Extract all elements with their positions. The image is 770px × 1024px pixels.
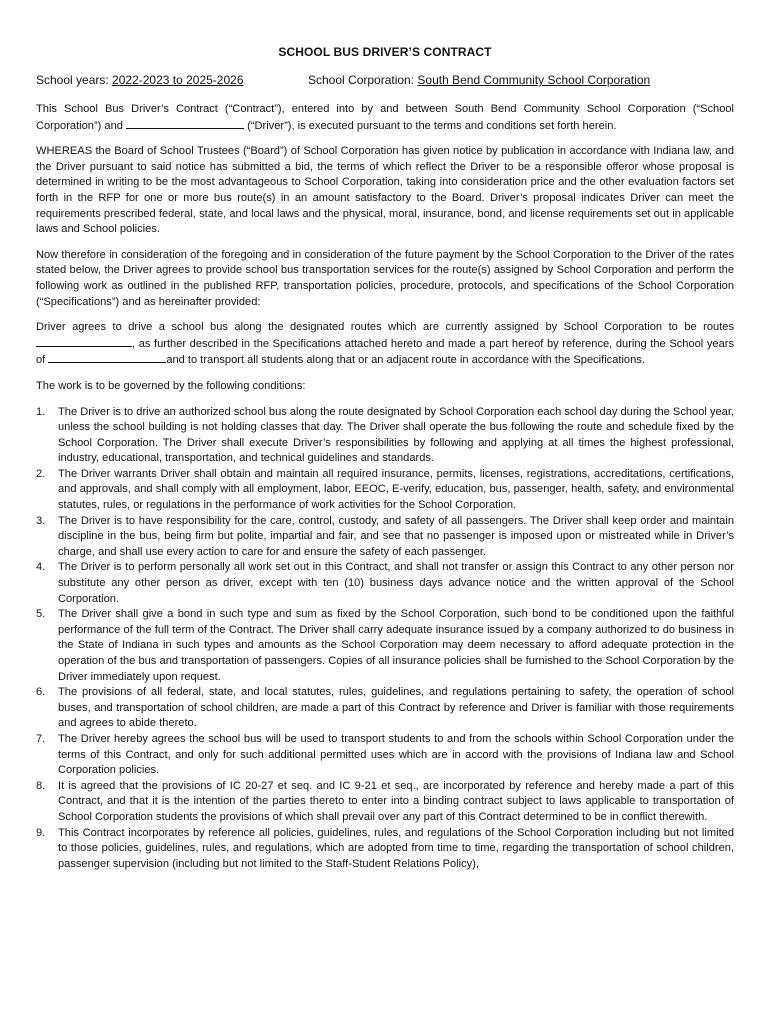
condition-item	[36, 826, 734, 873]
school-years	[36, 73, 244, 87]
school-years-blank[interactable]	[48, 352, 166, 363]
condition-text: The Driver is to have responsibility for the care, control, custody, and safety of all passengers. The Driver shall keep order and maintain discipline in the bus, being firm but polite, impartial and fair, and see that no passenger is imposed upon or mistreated while in Driver’s charge, and shall use every action to care for and ensure the safety of each passenger.	[58, 514, 734, 558]
condition-text: The Driver hereby agrees the school bus will be used to transport students to and from the schools within School Corporation under the terms of this Contract, and only for such additional permitted uses which are in accord with the provisions of Indiana law and School Corporation policies.	[58, 732, 734, 777]
routes-text-a: Driver agrees to drive a school bus along the designated routes which are currently assigned by School Corporation to be routes	[36, 321, 734, 334]
routes-paragraph	[36, 320, 734, 369]
routes-text-b: , as further described in the Specifications attached hereto and made a part hereof by reference, during the School years of	[36, 337, 734, 367]
condition-item	[36, 685, 734, 732]
condition-item	[36, 560, 734, 607]
condition-item	[36, 467, 734, 514]
condition-number: 2.	[36, 467, 46, 480]
condition-number: 7.	[36, 732, 46, 745]
school-corporation	[308, 73, 650, 87]
contract-body	[36, 102, 734, 872]
driver-name-blank[interactable]	[126, 118, 244, 129]
condition-number: 9.	[36, 826, 46, 839]
parties-text-b: (“Driver”), is executed pursuant to the terms and conditions set forth herein.	[244, 119, 617, 132]
condition-text: The Driver shall give a bond in such type and sum as fixed by the School Corporation, such bond to be conditioned upon the faithful performance of the full term of the Contract. The Driver shall carry adequate insurance issued by a company authorized to do business in the State of Indiana in such types and amounts as the School Corporation may deem necessary to afford adequate protection in the operation of the bus and transportation of passengers. Copies of all insurance policies shall be furnished to the School Corporation by the Driver immediately upon request.	[58, 608, 734, 683]
school-years-value: 2022-2023 to 2025-2026	[112, 73, 244, 87]
condition-number: 3.	[36, 514, 46, 527]
school-corporation-label: School Corporation:	[308, 73, 418, 87]
condition-text: The Driver is to drive an authorized school bus along the route designated by School Corporation each school day during the School year, unless the school building is not holding classes that day. The Driver shall operate the bus following the route and schedule fixed by the School Corporation. The Driver shall execute Driver’s responsibilities by following and applying at all times the highest professional, industry, educational, transportation, and technical guidelines and standards.	[58, 405, 734, 465]
condition-item	[36, 405, 734, 467]
condition-item	[36, 607, 734, 685]
condition-text: The Driver is to perform personally all work set out in this Contract, and shall not transfer or assign this Contract to any other person nor substitute any other person as driver, except with ten (10) business days advance notice and the written approval of the School Corporation.	[58, 561, 734, 605]
contract-title: SCHOOL BUS DRIVER’S CONTRACT	[278, 45, 492, 59]
condition-number: 4.	[36, 561, 46, 574]
condition-text: The provisions of all federal, state, and local statutes, rules, guidelines, and regulations pertaining to safety, the operation of school buses, and transportation of school children, are made a part of this Contract by reference and Driver is familiar with those requirements and agrees to abide thereto.	[58, 686, 734, 730]
routes-text-c: and to transport all students along that or an adjacent route in accordance with the Specifications.	[166, 354, 645, 367]
condition-text: The Driver warrants Driver shall obtain and maintain all required insurance, permits, licenses, registrations, accreditations, certifications, and approvals, and shall comply with all employment, labor, EEOC, E-verify, education, bus, passenger, health, safety, and environmental statutes, rules, or regulations in the performance of work activities for the School Corporation.	[58, 467, 734, 512]
condition-number: 1.	[36, 405, 46, 418]
condition-item	[36, 732, 734, 779]
school-years-label: School years:	[36, 73, 113, 87]
condition-text: It is agreed that the provisions of IC 20-27 et seq. and IC 9-21 et seq., are incorporated by reference and hereby made a part of this Contract, and that it is the intention of the parties thereto to enter into a binding contract subject to laws applicable to transportation of School Corporation students the provisions of which shall prevail over any part of this Contract determined to be in conflict therewith.	[58, 779, 734, 823]
condition-number: 5.	[36, 608, 46, 621]
parties-paragraph	[36, 102, 734, 134]
school-corporation-value: South Bend Community School Corporation	[417, 73, 651, 87]
routes-blank[interactable]	[36, 336, 132, 347]
condition-item	[36, 514, 734, 561]
consideration-paragraph: Now therefore in consideration of the foregoing and in consideration of the future payment by the School Corporation to the Driver of the rates stated below, the Driver agrees to provide school bus transportation services for the route(s) assigned by School Corporation and perform the following work as outlined in the published RFP, transportation policies, procedure, protocols, and specifications of the School Corporation (“Specifications”) and as hereinafter provided:	[36, 248, 734, 308]
whereas-paragraph: WHEREAS the Board of School Trustees (“Board”) of School Corporation has given notice by publication in accordance with Indiana law, and the Driver pursuant to said notice has submitted a bid, the terms of which reflect the Driver to be a responsible offeror whose proposal is determined in writing to be the most advantageous to School Corporation, taking into consideration price and the other evaluation factors set forth in the RFP for one or more bus route(s) in an amount satisfactory to the Board. Driver’s proposal indicates Driver can meet the requirements prescribed federal, state, and local laws and the physical, moral, insurance, bond, and license requirements set out in applicable laws and School policies.	[36, 145, 734, 236]
condition-item	[36, 779, 734, 826]
condition-number: 6.	[36, 686, 46, 699]
condition-number: 8.	[36, 779, 46, 792]
parties-text-a: This School Bus Driver’s Contract (“Contract”), entered into by and between South Bend Community School Corporation (“School Corporation”) and	[36, 103, 734, 132]
conditions-list	[36, 405, 734, 873]
condition-text: This Contract incorporates by reference all policies, guidelines, rules, and regulations of the School Corporation including but not limited to those policies, guidelines, rules, and regulations, which are adopted from time to time, regarding the transportation of school children, passenger supervision (including but not limited to the Staff-Student Relations Policy),	[58, 826, 734, 870]
conditions-intro: The work is to be governed by the following conditions:	[36, 379, 306, 392]
